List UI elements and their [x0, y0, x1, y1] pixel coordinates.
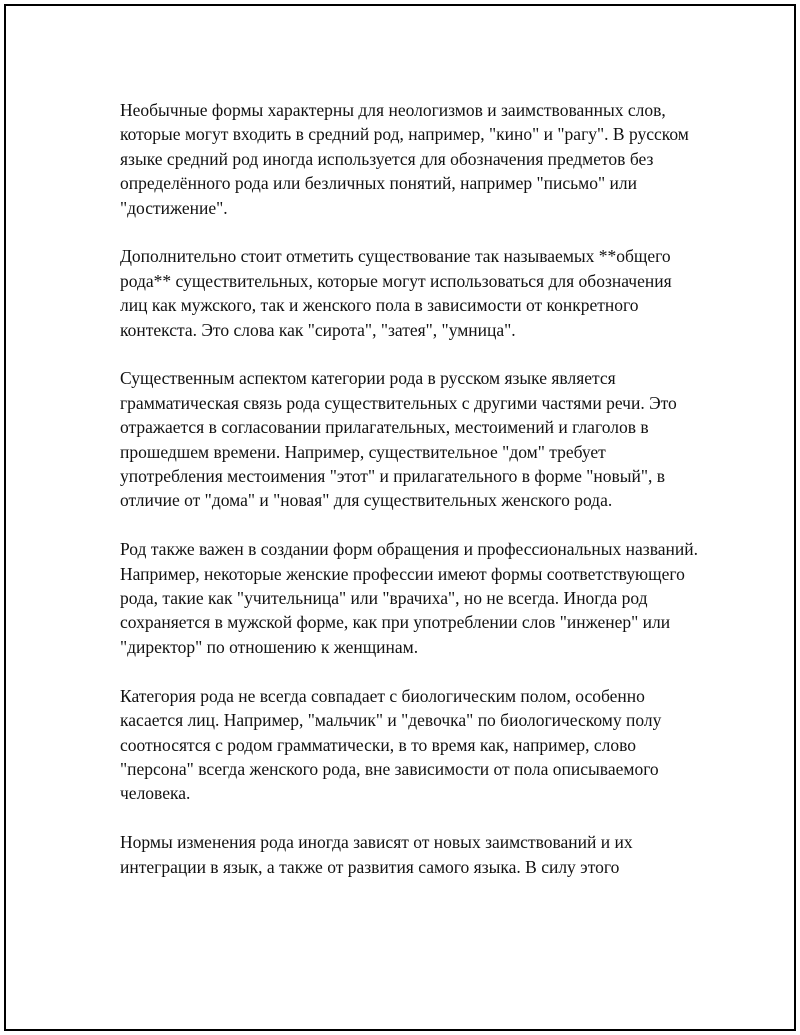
paragraph-grammatical-agreement: Существенным аспектом категории рода в русском языке является грамматическая связь рода существительных с другими частями речи. Это отражается в согласовании прилагательных, местоимений и глаголов в прошедшем времени. Например, существительное "дом" требует употребления местоимения "этот" и прилагательного в форме "новый", в отличие от "дома" и "новая" для существительных женского рода.	[120, 368, 677, 511]
paragraph-gender-change-norms: Нормы изменения рода иногда зависят от новых заимствований и их интеграции в язык, а также от развития самого языка. В силу этого	[120, 832, 633, 877]
paragraph-neuter-gender: Необычные формы характерны для неологизмов и заимствованных слов, которые могут входить в средний род, например, "кино" и "рагу". В русском языке средний род иногда используется для обозначения предметов без определённого рода или безличных понятий, например "письмо" или "достижение".	[120, 100, 689, 218]
page-frame	[4, 4, 796, 1031]
paragraph-common-gender: Дополнительно стоит отметить существование так называемых **общего рода** существительных, которые могут использоваться для обозначения лиц как мужского, так и женского пола в зависимости от конкретного контекста. Это слова как "сирота", "затея", "умница".	[120, 246, 672, 340]
paragraph-biological-sex: Категория рода не всегда совпадает с биологическим полом, особенно касается лиц. Например, "мальчик" и "девочка" по биологическому полу соотносятся с родом грамматически, в то время как, например, слово "персона" всегда женского рода, вне зависимости от пола описываемого человека.	[120, 685, 662, 804]
document-body	[120, 98, 700, 903]
paragraph-professional-names: Род также важен в создании форм обращения и профессиональных названий. Например, некоторые женские профессии имеют формы соответствующего рода, такие как "учительница" или "врачиха", но не всегда. Иногда род сохраняется в мужской форме, как при употреблении слов "инженер" или "директор" по отношению к женщинам.	[120, 539, 698, 657]
